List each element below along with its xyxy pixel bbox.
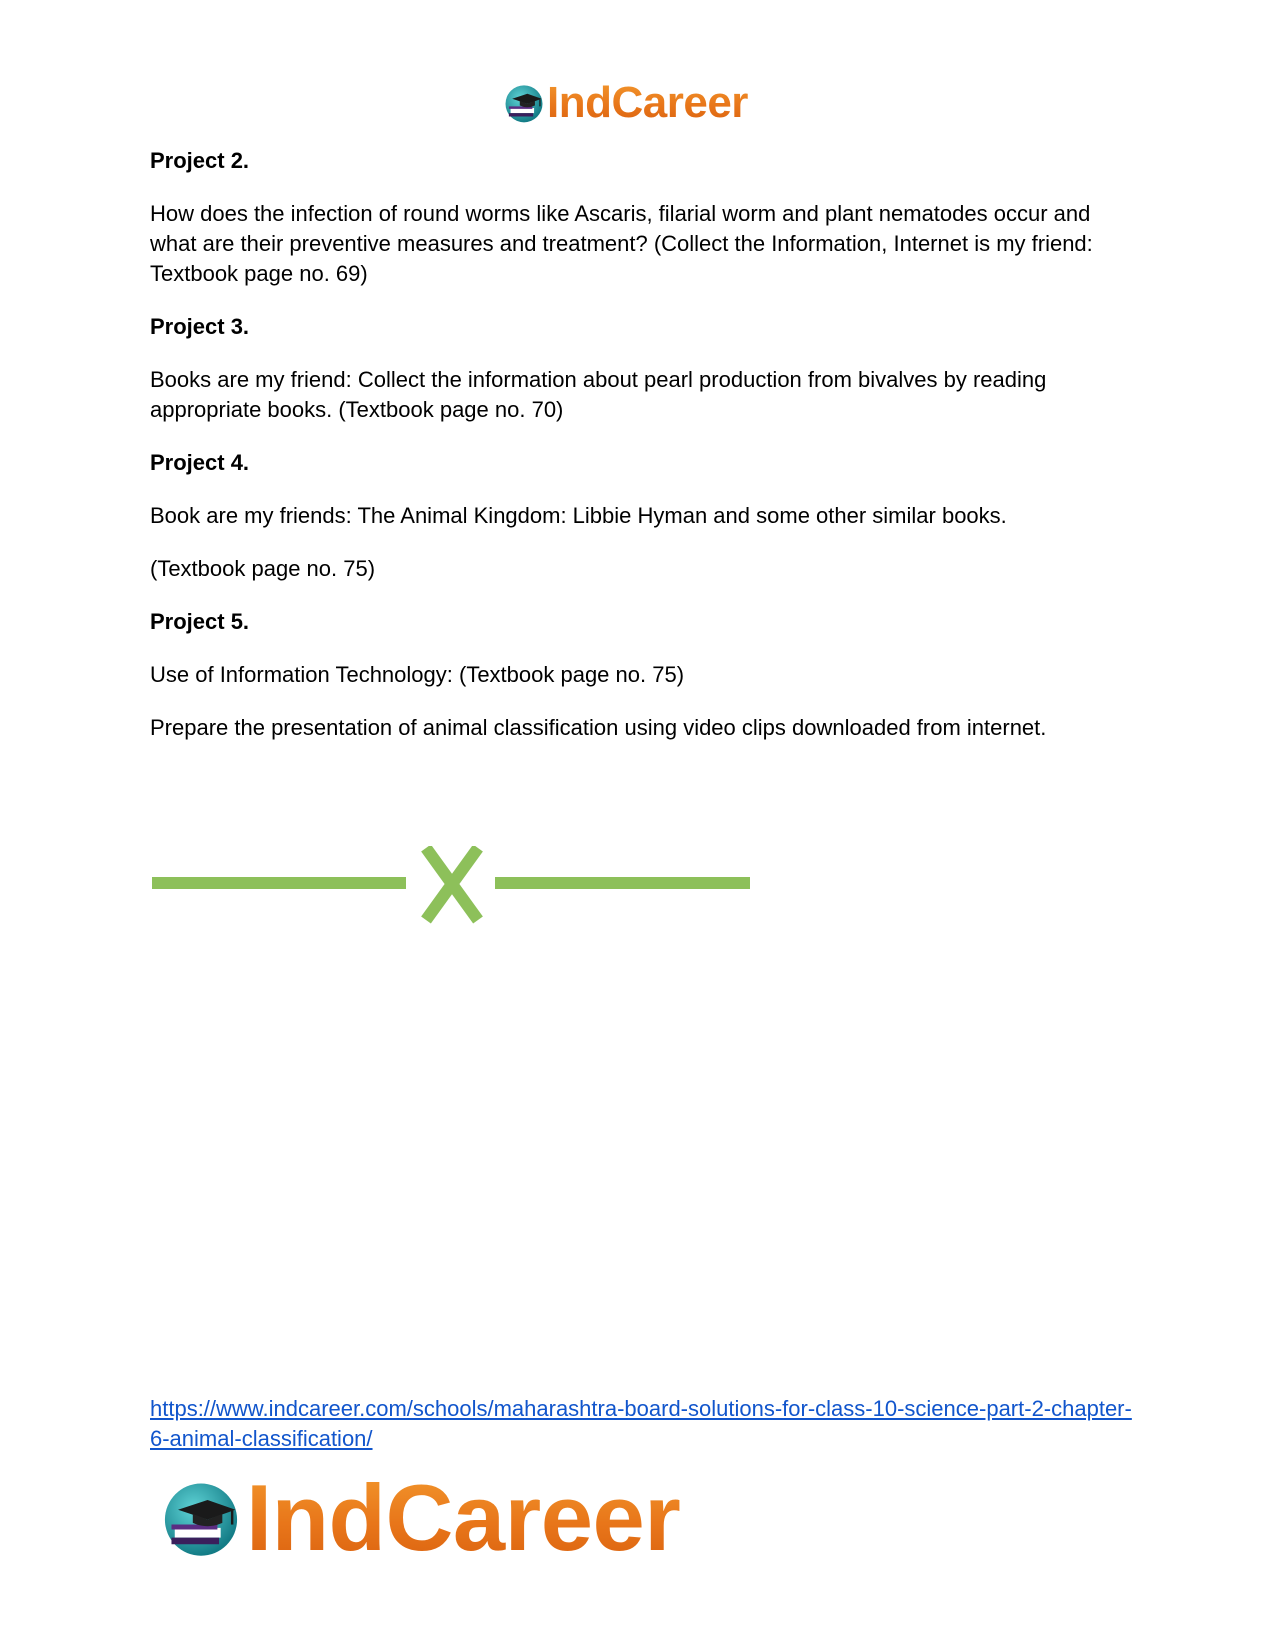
project-4-heading: Project 4. (150, 450, 250, 475)
project-5-description: Use of Information Technology: (Textbook page no. 75) (150, 662, 685, 687)
project-4-description: Book are my friends: The Animal Kingdom: Libbie Hyman and some other similar books. (150, 503, 1007, 528)
project-5-task: Prepare the presentation of animal classification using video clips downloaded from internet. (150, 715, 1047, 740)
project-2-heading: Project 2. (150, 148, 250, 173)
header-logo (503, 78, 748, 128)
graduation-cap-books-globe-icon (503, 82, 545, 124)
project-5-heading: Project 5. (150, 609, 250, 634)
project-3-heading: Project 3. (150, 314, 250, 339)
project-2-description: How does the infection of round worms like Ascaris, filarial worm and plant nematodes occur and what are their preventive measures and treatment? (Collect the Information, Internet is my friend: Textbook page no. 69) (150, 201, 1093, 286)
footer-logo (160, 1464, 680, 1572)
x-divider-icon (150, 846, 760, 926)
logo-text: IndCareer (547, 78, 748, 127)
logo-text: IndCareer (246, 1465, 681, 1570)
graduation-cap-books-globe-icon (160, 1477, 242, 1559)
project-3-description: Books are my friend: Collect the information about pearl production from bivalves by reading appropriate books. (Textbook page no. 70) (150, 367, 1047, 422)
project-4-reference: (Textbook page no. 75) (150, 556, 376, 581)
document-body (150, 146, 1130, 766)
source-url-link[interactable]: https://www.indcareer.com/schools/maharashtra-board-solutions-for-class-10-science-part-2-chapter-6-animal-classification/ (150, 1396, 1132, 1451)
